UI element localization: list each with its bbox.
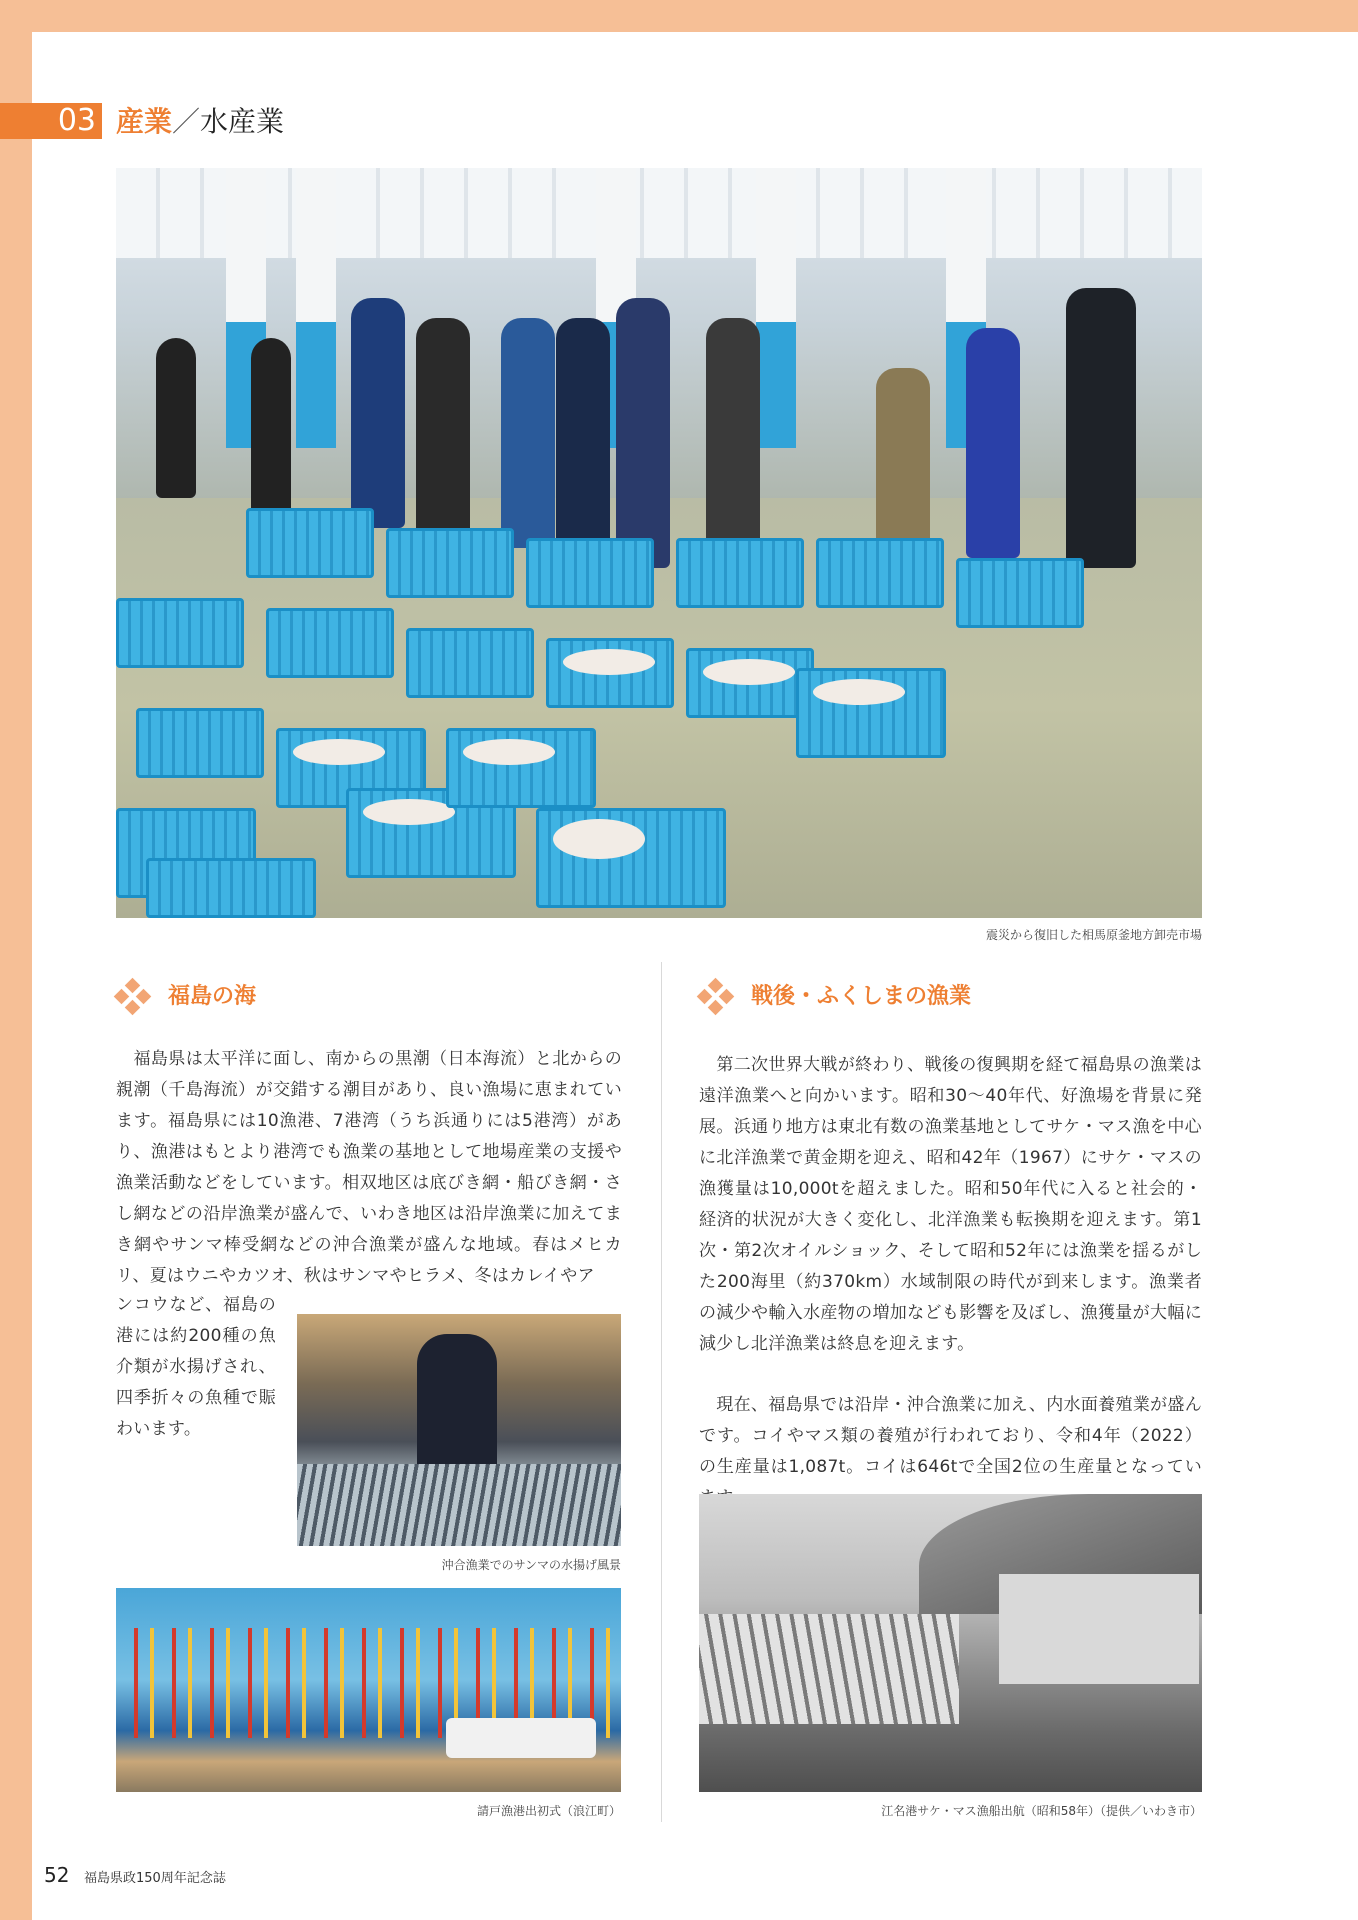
fish-basket — [676, 538, 804, 608]
fish — [563, 649, 655, 675]
harbor-photo — [699, 1494, 1202, 1792]
worker-figure — [706, 318, 760, 548]
harbor-photo-caption: 江名港サケ・マス漁船出航（昭和58年）（提供／いわき市） — [881, 1804, 1202, 1818]
fish — [293, 739, 385, 765]
worker-figure — [416, 318, 470, 548]
worker-figure — [616, 298, 670, 568]
right-paragraph-1: 第二次世界大戦が終わり、戦後の復興期を経て福島県の漁業は遠洋漁業へと向かいます。昭和30～40年代、好漁場を背景に発展。浜通り地方は東北有数の漁業基地としてサケ・マス漁を中心に北洋漁業で黄金期を迎え、昭和42年（1967）にサケ・マスの漁獲量は10,000tを超えました。昭和50年代に入ると社会的・経済的状況が大きく変化し、北洋漁業も転換期を迎えます。第1次・第2次オイルショック、そして昭和52年には漁業を揺るがした200海里（約370km）水域制限の時代が到来します。漁業者の減少や輸入水産物の増加なども影響を及ぼし、漁獲量が大幅に減少し北洋漁業は終息を迎えます。 — [699, 1055, 1202, 1354]
column-divider — [661, 962, 662, 1822]
market-ceiling — [116, 168, 1202, 258]
market-pillar — [756, 168, 796, 448]
festival-photo — [116, 1588, 621, 1792]
worker-figure — [966, 328, 1020, 558]
left-paragraph-cont: ンコウなど、福島の港には約200種の魚介類が水揚げされ、四季折々の魚種で賑わいます。 — [116, 1295, 276, 1439]
fish — [703, 659, 795, 685]
page-number: 52 — [44, 1863, 70, 1887]
boats-shape — [699, 1614, 959, 1724]
fish-basket — [386, 528, 514, 598]
left-band — [0, 0, 32, 1920]
right-paragraph-2: 現在、福島県では沿岸・沖合漁業に加え、内水面養殖業が盛んです。コイやマス類の養殖が行われており、令和4年（2022）の生産量は1,087t。コイは646tで全国2位の生産量となってい — [699, 1395, 1202, 1477]
diamond-icon — [116, 980, 150, 1014]
fish-pile — [297, 1464, 621, 1546]
market-pillar — [296, 168, 336, 448]
fish-basket — [136, 708, 264, 778]
fish-market-photo — [116, 168, 1202, 918]
diamond-icon — [699, 980, 733, 1014]
fish-basket — [536, 808, 726, 908]
left-heading-text: 福島の海 — [168, 984, 257, 1009]
fish-basket — [266, 608, 394, 678]
fish-basket — [686, 648, 814, 718]
left-paragraph: 福島県は太平洋に面し、南からの黒潮（日本海流）と北からの親潮（千島海流）が交錯する潮目があり、良い漁場に恵まれています。福島県には10漁港、7港湾（うち浜通りには5港湾）があり、漁港はもとより港湾でも漁業の基地として地場産業の支援や漁業活動などをしています。相双地区は底びき網・船びき網・さし網などの沿岸漁業が盛んで、いわき地区は沿岸漁業に加えてまき網やサンマ棒受網などの沖合漁業が盛んな地域。春はメヒカリ、夏はウニやカツオ、秋はサンマやヒラメ、冬はカレイやア — [116, 1049, 622, 1286]
fish-basket — [816, 538, 944, 608]
fish — [463, 739, 555, 765]
worker-figure — [251, 338, 291, 518]
section-number: 03 — [0, 103, 102, 139]
fish — [813, 679, 905, 705]
right-heading-text: 戦後・ふくしまの漁業 — [751, 984, 972, 1009]
main-photo-caption: 震災から復旧した相馬原釜地方卸売市場 — [985, 928, 1202, 942]
fish-basket — [146, 858, 316, 918]
worker-figure — [351, 298, 405, 528]
worker-figure — [156, 338, 196, 498]
worker-figure — [501, 318, 555, 548]
fish-basket — [526, 538, 654, 608]
sanma-landing-photo — [297, 1314, 621, 1546]
section-separator: ／ — [172, 105, 201, 138]
fish — [553, 819, 645, 859]
fish-basket — [246, 508, 374, 578]
section-subtitle: 水産業 — [200, 105, 285, 138]
top-band — [0, 0, 1358, 32]
fish-basket — [546, 638, 674, 708]
fish-basket — [116, 598, 244, 668]
section-title — [116, 102, 284, 142]
fish-basket — [446, 728, 596, 808]
footer-title: 福島県政150周年記念誌 — [84, 1871, 226, 1886]
fish-basket — [406, 628, 534, 698]
section-category: 産業 — [116, 105, 173, 138]
boat-shape — [446, 1718, 596, 1758]
fish-basket — [796, 668, 946, 758]
sanma-photo-caption: 沖合漁業でのサンマの水揚げ風景 — [441, 1558, 621, 1572]
worker-figure — [556, 318, 610, 568]
worker-figure — [1066, 288, 1136, 568]
fish — [363, 799, 455, 825]
building-shape — [999, 1574, 1199, 1684]
festival-photo-caption: 請戸漁港出初式（浪江町） — [476, 1804, 621, 1818]
fish-basket — [956, 558, 1084, 628]
